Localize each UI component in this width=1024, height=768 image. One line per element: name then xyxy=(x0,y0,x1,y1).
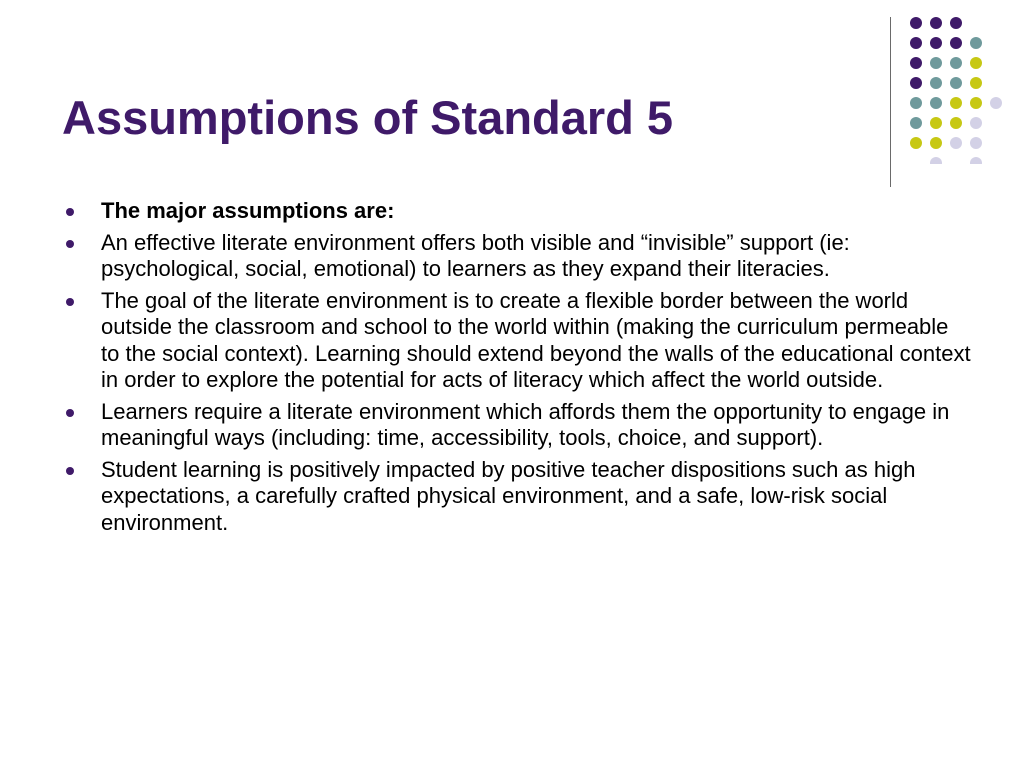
bullet-text: Learners require a literate environment which affords them the opportunity to engage in meaningful ways (including: time, accessibility, tools, choice, and support). xyxy=(101,398,950,450)
bullet-dot-icon xyxy=(66,298,74,306)
bullet-item xyxy=(62,230,972,283)
bullet-list xyxy=(62,198,972,541)
vertical-divider xyxy=(890,17,891,187)
bullet-text: The major assumptions are: xyxy=(101,198,395,223)
bullet-dot-icon xyxy=(66,208,74,216)
bullet-text: Student learning is positively impacted by positive teacher dispositions such as high expectations, a carefully crafted physical environment, and a safe, low-risk social environment. xyxy=(101,456,916,535)
slide-title: Assumptions of Standard 5 xyxy=(62,91,674,144)
decorative-dot-grid-icon xyxy=(908,14,1008,164)
bullet-text: An effective literate environment offers both visible and “invisible” support (ie: psychological, social, emotional) to learners as they expand their literacies. xyxy=(101,229,850,281)
bullet-item xyxy=(62,288,972,394)
bullet-dot-icon xyxy=(66,467,74,475)
bullet-dot-icon xyxy=(66,409,74,417)
bullet-dot-icon xyxy=(66,240,74,248)
bullet-item xyxy=(62,457,972,537)
bullet-text: The goal of the literate environment is to create a flexible border between the world outside the classroom and school to the world within (making the curriculum permeable to the social context). Learning should extend beyond the walls of the educational context in order to explore the potential for acts of literacy which affect the world outside. xyxy=(101,287,971,392)
bullet-item xyxy=(62,399,972,452)
bullet-intro xyxy=(62,198,972,225)
